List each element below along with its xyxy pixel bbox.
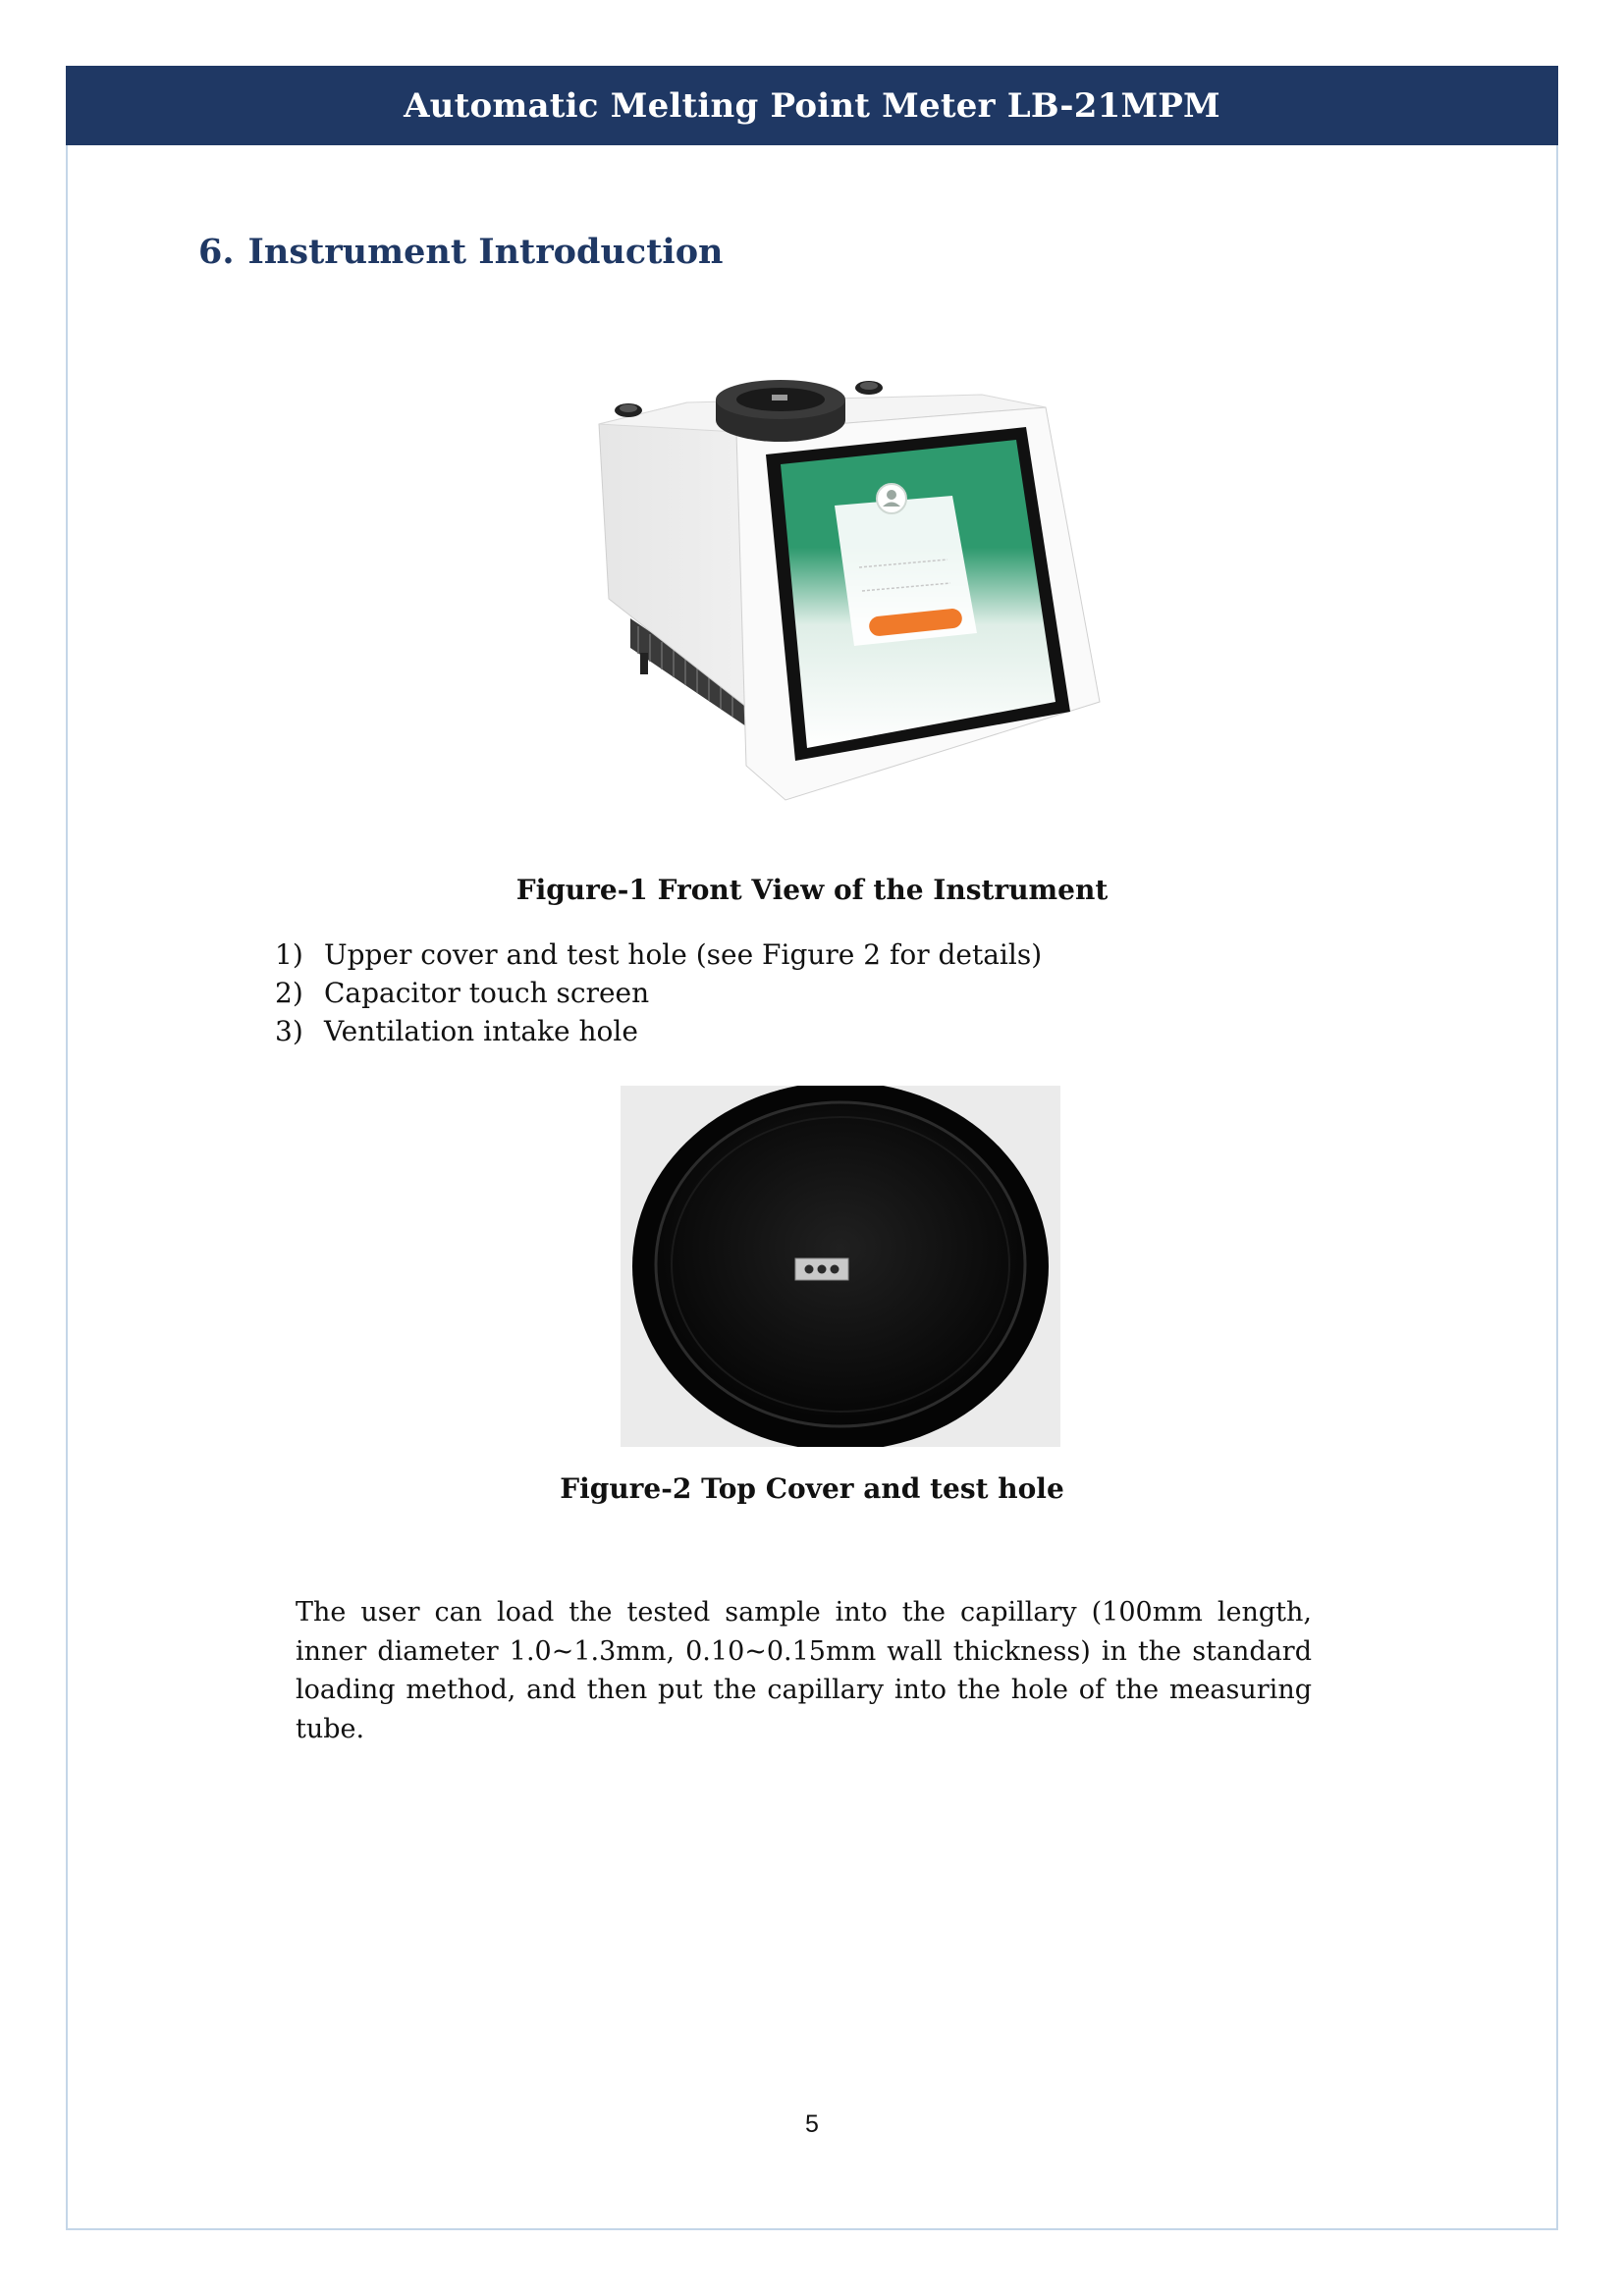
list-marker: 1) [275,938,303,971]
list-marker: 3) [275,1015,303,1047]
figure-1-caption: Figure-1 Front View of the Instrument [515,874,1109,906]
figure-2-caption: Figure-2 Top Cover and test hole [560,1472,1064,1505]
list-item-text: Capacitor touch screen [324,977,650,1009]
list-item [275,935,1042,974]
body-paragraph: The user can load the tested sample into the capillary (100mm length, inner diameter 1.0~1.3mm, 0.10~0.15mm wall thickness) in the standard loading method, and then put the capillary into the hole of the measuring tube. [296,1597,1312,1744]
test-hole [795,1258,848,1280]
list-item [275,1012,1042,1050]
list-item [275,974,1042,1012]
header-title: Automatic Melting Point Meter LB-21MPM [404,85,1220,126]
instrument-front-view-image [589,373,1119,815]
section-heading [198,232,723,272]
feature-list [275,935,1042,1050]
section-number: 6. [198,232,235,272]
section-title: Instrument Introduction [247,232,724,272]
upper-cover-knob [716,380,845,442]
list-marker: 2) [275,977,303,1009]
header-bar [66,66,1558,145]
list-item-text: Upper cover and test hole (see Figure 2 for details) [324,938,1043,971]
top-cover-image [621,1086,1060,1447]
list-item-text: Ventilation intake hole [324,1015,638,1047]
page-number: 5 [805,2110,819,2138]
